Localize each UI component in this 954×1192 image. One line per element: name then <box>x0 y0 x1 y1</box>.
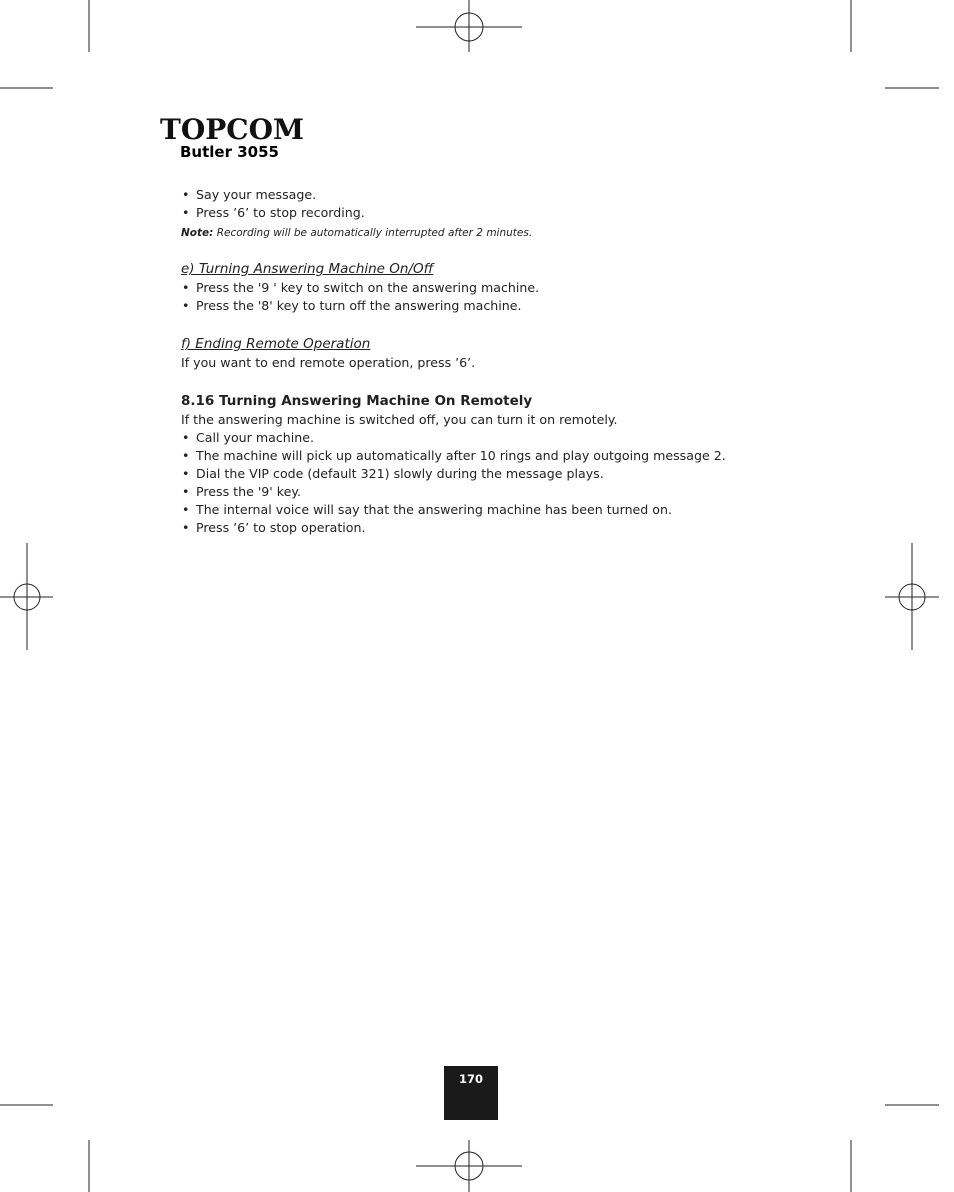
section-f-text: If you want to end remote operation, press ’6’. <box>181 355 476 370</box>
list-item: • Call your machine. <box>181 429 901 447</box>
section-e-list <box>181 279 901 315</box>
note-text: Recording will be automatically interrupted after 2 minutes. <box>216 227 533 239</box>
section-8-16-text: If the answering machine is switched off, you can turn it on remotely. <box>181 412 618 427</box>
list-item: • Press ’6’ to stop operation. <box>181 519 901 537</box>
list-item: • The machine will pick up automatically after 10 rings and play outgoing message 2. <box>181 447 901 465</box>
list-item: • Say your message. <box>181 186 901 204</box>
product-name: Butler 3055 <box>180 143 279 161</box>
svg-text:TOPCOM: TOPCOM <box>160 113 304 146</box>
subheading-e: e) Turning Answering Machine On/Off <box>181 261 434 277</box>
page-number: 170 <box>444 1066 498 1120</box>
topcom-logo <box>160 112 304 146</box>
note <box>181 226 901 240</box>
list-item: • Press the '9 ' key to switch on the answering machine. <box>181 279 901 297</box>
list-item: • The internal voice will say that the answering machine has been turned on. <box>181 501 901 519</box>
intro-list <box>181 186 901 222</box>
list-item: • Press ’6’ to stop recording. <box>181 204 901 222</box>
section-heading-8-16: 8.16 Turning Answering Machine On Remotely <box>181 393 533 409</box>
subheading-f: f) Ending Remote Operation <box>181 336 371 352</box>
list-item: • Press the '9' key. <box>181 483 901 501</box>
note-label: Note: <box>181 227 214 239</box>
list-item: • Press the '8' key to turn off the answering machine. <box>181 297 901 315</box>
list-item: • Dial the VIP code (default 321) slowly during the message plays. <box>181 465 901 483</box>
section-8-16-list <box>181 429 901 537</box>
document-body <box>181 186 901 537</box>
